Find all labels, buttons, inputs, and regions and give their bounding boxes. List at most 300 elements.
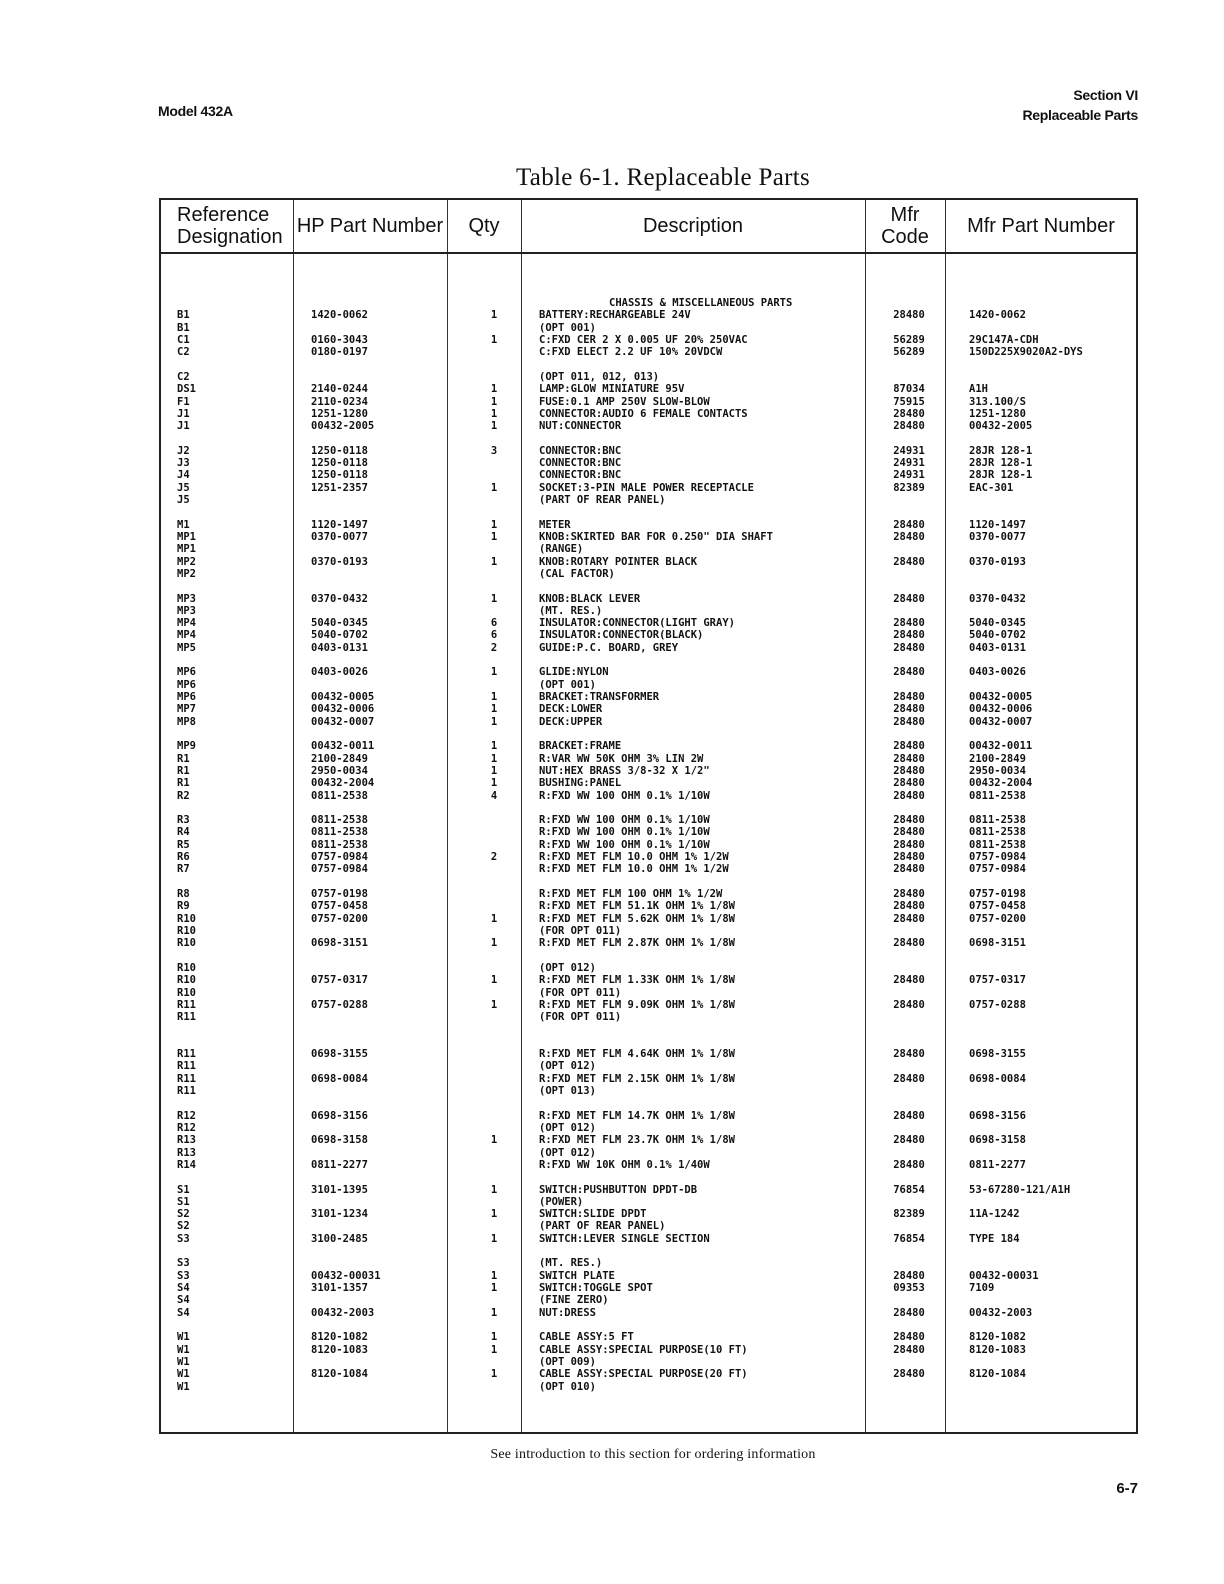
cell-qty: 1 (490, 1232, 498, 1245)
table-row (161, 1097, 1136, 1109)
cell-desc: R:FXD WW 100 OHM 0.1% 1/10W (539, 826, 710, 839)
cell-mfr: 75915 (893, 395, 925, 408)
cell-mpn: 53-67280-121/A1H (969, 1183, 1071, 1196)
cell-ref: S1 (177, 1183, 190, 1196)
table-row (161, 802, 1136, 814)
table-row (161, 777, 1136, 789)
table-row (161, 1110, 1136, 1122)
cell-mpn: 28JR 128-1 (969, 444, 1033, 457)
table-row (161, 950, 1136, 962)
cell-hp: 1250-0118 (311, 469, 368, 482)
cell-ref: F1 (177, 395, 190, 408)
col-header-description: Description (642, 215, 744, 237)
cell-hp: 0757-0198 (311, 888, 368, 900)
cell-ref: R1 (177, 752, 190, 765)
cell-desc: R:FXD MET FLM 100 OHM 1% 1/2W (539, 888, 723, 900)
cell-hp: 00432-0007 (311, 715, 375, 728)
cell-ref: MP3 (177, 592, 196, 605)
cell-desc: BRACKET:FRAME (539, 740, 622, 753)
cell-desc: (OPT 009) (539, 1355, 596, 1368)
cell-desc: R:FXD WW 100 OHM 0.1% 1/10W (539, 838, 710, 851)
cell-desc: SOCKET:3-PIN MALE POWER RECEPTACLE (539, 481, 754, 494)
cell-ref: R11 (177, 1072, 196, 1085)
cell-mpn: 1420-0062 (969, 309, 1026, 322)
cell-hp: 2140-0244 (311, 383, 368, 396)
cell-ref: MP2 (177, 567, 196, 580)
cell-hp: 0698-3156 (311, 1109, 368, 1122)
cell-desc: (MT. RES.) (539, 1257, 603, 1270)
cell-ref: R13 (177, 1146, 196, 1159)
cell-mpn: 0370-0193 (969, 555, 1026, 568)
table-row (161, 1220, 1136, 1232)
cell-mpn: 28JR 128-1 (969, 469, 1033, 482)
cell-ref: R10 (177, 961, 196, 974)
cell-ref: MP6 (177, 691, 196, 703)
cell-mfr: 28480 (893, 715, 925, 728)
table-row (161, 888, 1136, 900)
table-row (161, 642, 1136, 654)
cell-ref: R1 (177, 764, 190, 777)
table-row (161, 1147, 1136, 1159)
table-row (161, 790, 1136, 802)
cell-desc: (OPT 001) (539, 678, 596, 691)
cell-mpn: 0698-3155 (969, 1048, 1026, 1061)
cell-mfr: 28480 (893, 912, 925, 925)
table-row (161, 1134, 1136, 1146)
cell-ref: R8 (177, 888, 190, 900)
cell-mfr: 28480 (893, 1368, 925, 1381)
cell-mfr: 28480 (893, 826, 925, 839)
table-row (161, 1381, 1136, 1393)
cell-ref: W1 (177, 1331, 190, 1344)
cell-hp: 00432-2004 (311, 777, 375, 790)
cell-desc: NUT:CONNECTOR (539, 420, 622, 433)
table-row (161, 309, 1136, 321)
footer-note: See introduction to this section for ordering information (490, 1447, 816, 1462)
cell-mpn: 0403-0131 (969, 641, 1026, 654)
cell-ref: R11 (177, 998, 196, 1011)
table-row (161, 814, 1136, 826)
cell-mpn: 0811-2538 (969, 789, 1026, 802)
cell-mfr: 28480 (893, 1048, 925, 1061)
cell-hp: 3101-1234 (311, 1208, 368, 1221)
cell-qty: 1 (490, 383, 498, 396)
cell-desc: (OPT 001) (539, 321, 596, 334)
cell-mfr: 28480 (893, 530, 925, 543)
cell-desc: (CAL FACTOR) (539, 567, 615, 580)
cell-hp: 0370-0077 (311, 530, 368, 543)
cell-desc: CHASSIS & MISCELLANEOUS PARTS (609, 297, 793, 309)
cell-mpn: 00432-0006 (969, 703, 1033, 716)
cell-hp: 0757-0984 (311, 863, 368, 876)
cell-mfr: 76854 (893, 1183, 925, 1196)
cell-desc: (POWER) (539, 1195, 584, 1208)
cell-qty: 1 (490, 715, 498, 728)
cell-ref: MP6 (177, 678, 196, 691)
cell-ref: M1 (177, 518, 190, 531)
cell-desc: CONNECTOR:BNC (539, 469, 622, 482)
table-row (161, 445, 1136, 457)
table-row (161, 1036, 1136, 1048)
table-row (161, 482, 1136, 494)
table-row (161, 728, 1136, 740)
cell-desc: R:FXD MET FLM 1.33K OHM 1% 1/8W (539, 974, 735, 987)
cell-desc: R:FXD MET FLM 9.09K OHM 1% 1/8W (539, 998, 735, 1011)
cell-ref: W1 (177, 1355, 190, 1368)
table-row (161, 1048, 1136, 1060)
cell-ref: S1 (177, 1195, 190, 1208)
cell-qty: 1 (490, 691, 498, 703)
cell-desc: R:FXD WW 100 OHM 0.1% 1/10W (539, 814, 710, 827)
table-row (161, 974, 1136, 986)
cell-ref: C1 (177, 333, 190, 346)
table-row (161, 543, 1136, 555)
cell-ref: MP7 (177, 703, 196, 716)
table-row (161, 703, 1136, 715)
cell-desc: GUIDE:P.C. BOARD, GREY (539, 641, 679, 654)
cell-ref: R4 (177, 826, 190, 839)
cell-mfr: 28480 (893, 740, 925, 753)
cell-desc: CONNECTOR:AUDIO 6 FEMALE CONTACTS (539, 407, 748, 420)
table-row (161, 851, 1136, 863)
table-row (161, 1233, 1136, 1245)
cell-mfr: 28480 (893, 851, 925, 864)
cell-qty: 6 (490, 629, 498, 642)
cell-mfr: 24931 (893, 469, 925, 482)
cell-desc: LAMP:GLOW MINIATURE 95V (539, 383, 685, 396)
cell-desc: R:FXD MET FLM 5.62K OHM 1% 1/8W (539, 912, 735, 925)
cell-desc: (FOR OPT 011) (539, 924, 622, 937)
cell-desc: R:FXD WW 100 OHM 0.1% 1/10W (539, 789, 710, 802)
cell-mfr: 28480 (893, 617, 925, 630)
cell-ref: MP9 (177, 740, 196, 753)
table-row (161, 987, 1136, 999)
cell-mpn: 0757-0317 (969, 974, 1026, 987)
cell-desc: R:FXD MET FLM 10.0 OHM 1% 1/2W (539, 863, 729, 876)
cell-ref: MP4 (177, 629, 196, 642)
cell-mpn: 5040-0702 (969, 629, 1026, 642)
cell-hp: 0757-0288 (311, 998, 368, 1011)
cell-mfr: 28480 (893, 309, 925, 322)
cell-mfr: 28480 (893, 1331, 925, 1344)
cell-mpn: TYPE 184 (969, 1232, 1020, 1245)
cell-qty: 1 (490, 666, 498, 679)
cell-ref: R12 (177, 1121, 196, 1134)
table-row (161, 654, 1136, 666)
table-row (161, 408, 1136, 420)
table-row (161, 999, 1136, 1011)
cell-hp: 0698-3158 (311, 1134, 368, 1147)
cell-hp: 0370-0193 (311, 555, 368, 568)
cell-mfr: 28480 (893, 1306, 925, 1319)
cell-mpn: 0698-0084 (969, 1072, 1026, 1085)
table-row (161, 359, 1136, 371)
table-row (161, 1331, 1136, 1343)
cell-ref: DS1 (177, 383, 196, 396)
table-row (161, 1122, 1136, 1134)
table-row (161, 457, 1136, 469)
table-row (161, 1073, 1136, 1085)
col-header-mfr-code: Mfr Code (881, 204, 929, 248)
cell-mpn: 0370-0077 (969, 530, 1026, 543)
cell-hp: 00432-00031 (311, 1269, 381, 1282)
cell-hp: 1120-1497 (311, 518, 368, 531)
cell-hp: 00432-0006 (311, 703, 375, 716)
cell-desc: (OPT 012) (539, 1121, 596, 1134)
cell-desc: BUSHING:PANEL (539, 777, 622, 790)
cell-ref: W1 (177, 1343, 190, 1356)
cell-desc: BATTERY:RECHARGEABLE 24V (539, 309, 691, 322)
cell-desc: INSULATOR:CONNECTOR(BLACK) (539, 629, 704, 642)
cell-desc: CONNECTOR:BNC (539, 444, 622, 457)
cell-hp: 3101-1357 (311, 1282, 368, 1294)
cell-mpn: 00432-0005 (969, 691, 1033, 703)
cell-qty: 1 (490, 555, 498, 568)
cell-hp: 00432-2005 (311, 420, 375, 433)
cell-ref: R11 (177, 1011, 196, 1024)
cell-hp: 0757-0200 (311, 912, 368, 925)
table-row (161, 322, 1136, 334)
table-row (161, 568, 1136, 580)
cell-desc: KNOB:SKIRTED BAR FOR 0.250" DIA SHAFT (539, 530, 773, 543)
cell-ref: R10 (177, 937, 196, 950)
cell-mfr: 28480 (893, 888, 925, 900)
cell-mpn: 0757-0200 (969, 912, 1026, 925)
cell-mfr: 82389 (893, 481, 925, 494)
page-number: 6-7 (1116, 1480, 1138, 1497)
col-header-qty: Qty (468, 215, 500, 237)
cell-mfr: 28480 (893, 629, 925, 642)
table-row (161, 1319, 1136, 1331)
cell-mpn: 0811-2277 (969, 1158, 1026, 1171)
cell-mfr: 28480 (893, 752, 925, 765)
cell-qty: 1 (490, 998, 498, 1011)
cell-desc: (OPT 012) (539, 1146, 596, 1159)
table-body (161, 297, 1136, 1393)
cell-mpn: 0757-0984 (969, 851, 1026, 864)
cell-hp: 1250-0118 (311, 457, 368, 470)
parts-table (159, 198, 1138, 1434)
table-row (161, 334, 1136, 346)
cell-hp: 1250-0118 (311, 444, 368, 457)
table-row (161, 913, 1136, 925)
cell-mpn: 7109 (969, 1282, 995, 1294)
cell-hp: 1420-0062 (311, 309, 368, 322)
cell-desc: SWITCH PLATE (539, 1269, 615, 1282)
table-row (161, 396, 1136, 408)
cell-mfr: 28480 (893, 592, 925, 605)
cell-qty: 1 (490, 1269, 498, 1282)
cell-mpn: 0698-3156 (969, 1109, 1026, 1122)
cell-hp: 3101-1395 (311, 1183, 368, 1196)
cell-qty: 1 (490, 407, 498, 420)
cell-desc: GLIDE:NYLON (539, 666, 609, 679)
cell-qty: 1 (490, 1183, 498, 1196)
cell-ref: S4 (177, 1294, 190, 1307)
table-row (161, 839, 1136, 851)
cell-mfr: 28480 (893, 974, 925, 987)
cell-desc: C:FXD CER 2 X 0.005 UF 20% 250VAC (539, 333, 748, 346)
cell-hp: 0811-2538 (311, 838, 368, 851)
col-header-hp-part: HP Part Number (296, 215, 444, 237)
cell-mfr: 56289 (893, 333, 925, 346)
table-row (161, 420, 1136, 432)
cell-ref: J5 (177, 494, 190, 506)
cell-desc: CONNECTOR:BNC (539, 457, 622, 470)
cell-qty: 4 (490, 789, 498, 802)
cell-ref: R13 (177, 1134, 196, 1147)
table-row (161, 876, 1136, 888)
table-row (161, 297, 1136, 309)
cell-ref: MP8 (177, 715, 196, 728)
cell-ref: J5 (177, 481, 190, 494)
table-row (161, 383, 1136, 395)
cell-mfr: 24931 (893, 444, 925, 457)
cell-ref: J2 (177, 444, 190, 457)
cell-ref: S3 (177, 1269, 190, 1282)
cell-mpn: A1H (969, 383, 988, 396)
cell-mpn: 8120-1083 (969, 1343, 1026, 1356)
cell-qty: 1 (490, 740, 498, 753)
cell-mfr: 28480 (893, 703, 925, 716)
cell-hp: 00432-2003 (311, 1306, 375, 1319)
cell-hp: 2100-2849 (311, 752, 368, 765)
cell-hp: 0698-3155 (311, 1048, 368, 1061)
cell-desc: (RANGE) (539, 543, 584, 556)
cell-mpn: 5040-0345 (969, 617, 1026, 630)
cell-hp: 0403-0026 (311, 666, 368, 679)
cell-desc: R:FXD WW 10K OHM 0.1% 1/40W (539, 1158, 710, 1171)
cell-mpn: 0698-3158 (969, 1134, 1026, 1147)
cell-hp: 0811-2538 (311, 826, 368, 839)
cell-ref: R5 (177, 838, 190, 851)
cell-qty: 1 (490, 309, 498, 322)
cell-mfr: 28480 (893, 518, 925, 531)
table-row (161, 925, 1136, 937)
cell-ref: MP6 (177, 666, 196, 679)
cell-mfr: 28480 (893, 998, 925, 1011)
table-row (161, 556, 1136, 568)
cell-ref: J1 (177, 407, 190, 420)
cell-mfr: 82389 (893, 1208, 925, 1221)
table-row (161, 1184, 1136, 1196)
cell-ref: R11 (177, 1048, 196, 1061)
cell-hp: 0757-0984 (311, 851, 368, 864)
table-row (161, 1060, 1136, 1072)
cell-mfr: 28480 (893, 555, 925, 568)
cell-qty: 1 (490, 912, 498, 925)
cell-hp: 8120-1083 (311, 1343, 368, 1356)
cell-desc: CABLE ASSY:SPECIAL PURPOSE(10 FT) (539, 1343, 748, 1356)
cell-desc: DECK:LOWER (539, 703, 603, 716)
table-row (161, 1023, 1136, 1035)
cell-ref: MP2 (177, 555, 196, 568)
cell-desc: SWITCH:SLIDE DPDT (539, 1208, 647, 1221)
table-row (161, 1344, 1136, 1356)
cell-desc: R:FXD MET FLM 2.15K OHM 1% 1/8W (539, 1072, 735, 1085)
cell-hp: 2950-0034 (311, 764, 368, 777)
cell-mfr: 28480 (893, 838, 925, 851)
cell-hp: 2110-0234 (311, 395, 368, 408)
cell-mpn: 0811-2538 (969, 838, 1026, 851)
cell-desc: (OPT 012) (539, 1060, 596, 1073)
cell-ref: J3 (177, 457, 190, 470)
table-row (161, 629, 1136, 641)
cell-qty: 1 (490, 481, 498, 494)
cell-hp: 0698-3151 (311, 937, 368, 950)
cell-desc: FUSE:0.1 AMP 250V SLOW-BLOW (539, 395, 710, 408)
table-row (161, 432, 1136, 444)
cell-mfr: 87034 (893, 383, 925, 396)
cell-ref: R10 (177, 912, 196, 925)
cell-qty: 1 (490, 518, 498, 531)
table-row (161, 371, 1136, 383)
cell-mpn: 2100-2849 (969, 752, 1026, 765)
cell-ref: MP4 (177, 617, 196, 630)
cell-hp: 0180-0197 (311, 346, 368, 359)
table-row (161, 1307, 1136, 1319)
cell-desc: KNOB:ROTARY POINTER BLACK (539, 555, 698, 568)
cell-mfr: 28480 (893, 420, 925, 433)
cell-hp: 1251-1280 (311, 407, 368, 420)
cell-mpn: 28JR 128-1 (969, 457, 1033, 470)
cell-ref: S2 (177, 1208, 190, 1221)
cell-desc: METER (539, 518, 571, 531)
cell-ref: R9 (177, 900, 190, 913)
cell-ref: R1 (177, 777, 190, 790)
cell-hp: 0370-0432 (311, 592, 368, 605)
cell-desc: R:FXD MET FLM 51.1K OHM 1% 1/8W (539, 900, 735, 913)
table-row (161, 1159, 1136, 1171)
cell-desc: R:FXD MET FLM 2.87K OHM 1% 1/8W (539, 937, 735, 950)
cell-mpn: 0757-0984 (969, 863, 1026, 876)
cell-mfr: 09353 (893, 1282, 925, 1294)
cell-qty: 1 (490, 530, 498, 543)
cell-ref: MP5 (177, 641, 196, 654)
table-row (161, 765, 1136, 777)
cell-desc: R:VAR WW 50K OHM 3% LIN 2W (539, 752, 704, 765)
cell-mfr: 28480 (893, 1269, 925, 1282)
cell-hp: 5040-0702 (311, 629, 368, 642)
cell-qty: 1 (490, 703, 498, 716)
cell-mpn: 0403-0026 (969, 666, 1026, 679)
table-row (161, 1270, 1136, 1282)
cell-ref: C2 (177, 346, 190, 359)
section-title: Replaceable Parts (1022, 107, 1138, 123)
cell-ref: C2 (177, 370, 190, 383)
cell-desc: DECK:UPPER (539, 715, 603, 728)
table-title: Table 6-1. Replaceable Parts (515, 164, 811, 191)
cell-mpn: 2950-0034 (969, 764, 1026, 777)
cell-hp: 0757-0458 (311, 900, 368, 913)
table-row (161, 753, 1136, 765)
cell-qty: 1 (490, 1306, 498, 1319)
table-row (161, 863, 1136, 875)
cell-mpn: 1120-1497 (969, 518, 1026, 531)
cell-qty: 1 (490, 592, 498, 605)
cell-hp: 0811-2277 (311, 1158, 368, 1171)
cell-mpn: 1251-1280 (969, 407, 1026, 420)
cell-mpn: 313.100/S (969, 395, 1026, 408)
cell-hp: 00432-0011 (311, 740, 375, 753)
cell-mpn: 00432-0007 (969, 715, 1033, 728)
table-row (161, 691, 1136, 703)
cell-mpn: 0757-0458 (969, 900, 1026, 913)
cell-desc: (FOR OPT 011) (539, 986, 622, 999)
cell-hp: 3100-2485 (311, 1232, 368, 1245)
cell-desc: R:FXD MET FLM 4.64K OHM 1% 1/8W (539, 1048, 735, 1061)
cell-ref: W1 (177, 1380, 190, 1393)
